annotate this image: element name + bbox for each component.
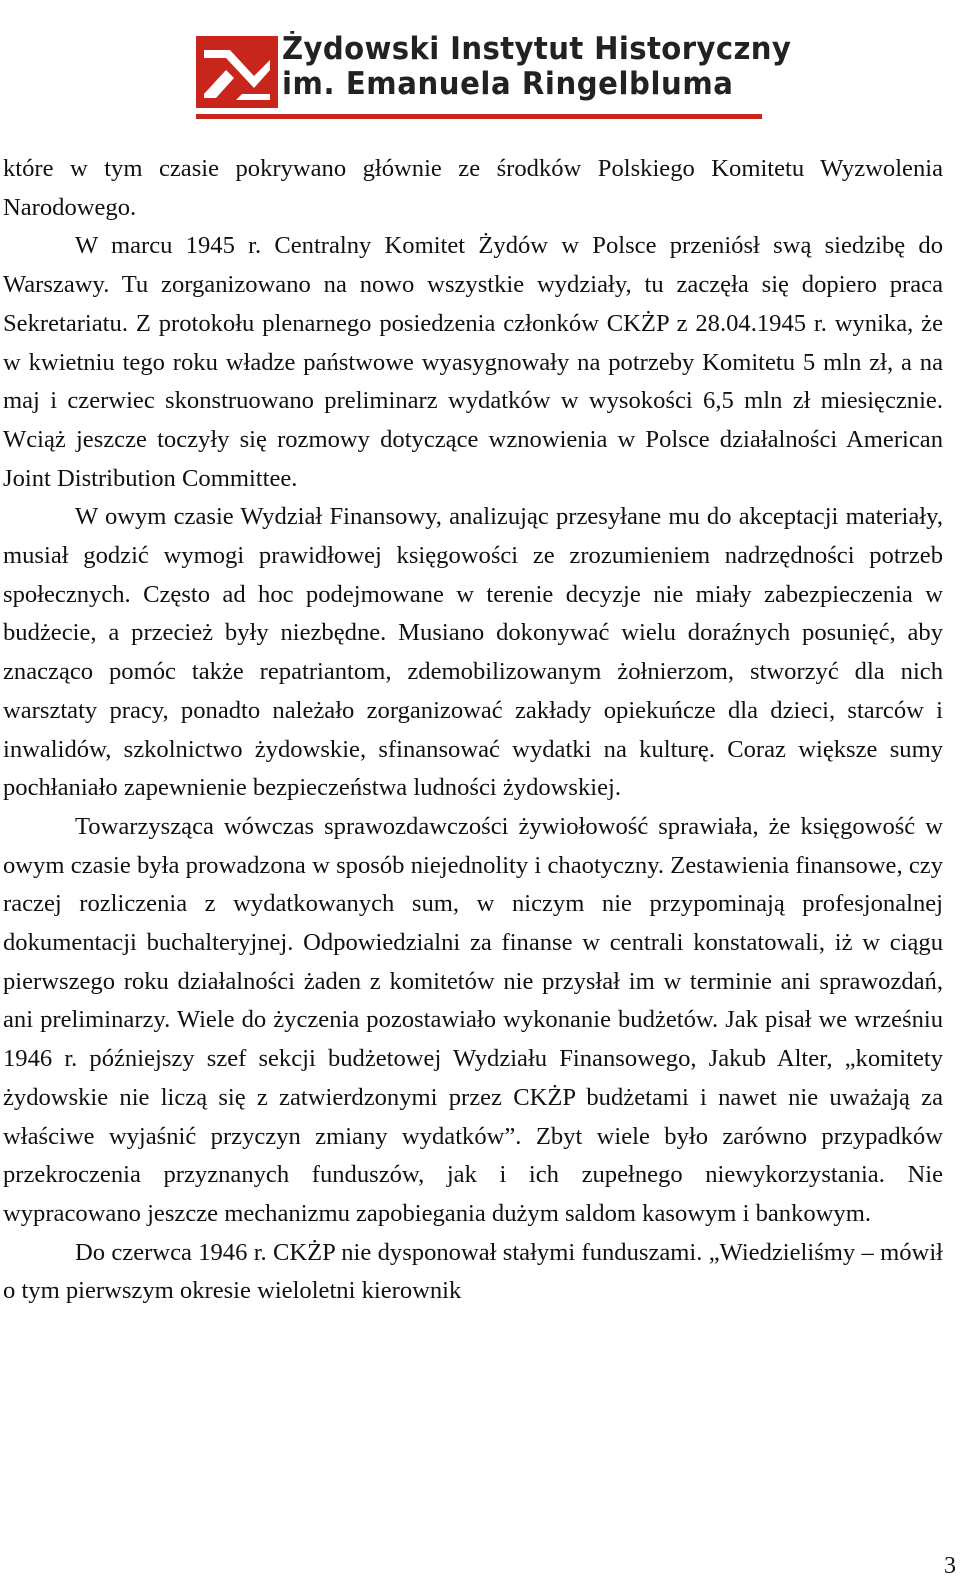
paragraph-4: Towarzysząca wówczas sprawozdawczości żywiołowość sprawiała, że księgowość w owym czasie była prowadzona w sposób niejednolity i chaotyczny. Zestawienia finansowe, czy raczej rozliczenia z wydatkowanych sum, w niczym nie przypominają profesjonalnej dokumentacji buchalteryjnej. Odpowiedzialni za finanse w centrali konstatowali, iż w ciągu pierwszego roku działalności żaden z komitetów nie przysłał im w terminie ani sprawozdań, ani preliminarzy. Wiele do życzenia pozostawiało wykonanie budżetów. Jak pisał we wrześniu 1946 r. późniejszy szef sekcji budżetowej Wydziału Finansowego, Jakub Alter, „komitety żydowskie nie liczą się z zatwierdzonymi przez CKŻP budżetami i nawet nie uważają za właściwe wyjaśnić przyczyn zmiany wydatków”. Zbyt wiele było zarówno przypadków przekroczenia przyznanych funduszów, jak i ich zupełnego niewykorzystania. Nie wypracowano jeszcze mechanizmu zapobiegania dużym saldom kasowym i bankowym. bbox=[3, 812, 943, 1227]
logo-subtitle-line: im. Emanuela Ringelbluma bbox=[282, 66, 734, 102]
page-number: 3 bbox=[944, 1553, 956, 1579]
paragraph-2: W marcu 1945 r. Centralny Komitet Żydów w Polsce przeniósł swą siedzibę do Warszawy. Tu zorganizowano na nowo wszystkie wydziały, tu zaczęła się dopiero praca Sekretariatu. Z protokołu plenarnego posiedzenia członków CKŻP z 28.04.1945 r. wynika, że w kwietniu tego roku władze państwowe wyasygnowały na potrzeby Komitetu 5 mln zł, a na maj i czerwiec skonstruowano preliminarz wydatków w wysokości 6,5 mln zł miesięcznie. Wciąż jeszcze toczyły się rozmowy dotyczące wznowienia w Polsce działalności American Joint Distribution Committee. bbox=[3, 232, 943, 492]
logo-title-line: Żydowski Instytut Historyczny bbox=[282, 31, 792, 67]
institute-logo bbox=[196, 31, 792, 118]
paragraph-5: Do czerwca 1946 r. CKŻP nie dysponował stałymi funduszami. „Wiedzieliśmy – mówił o tym pierwszym okresie wieloletni kierownik bbox=[3, 1238, 943, 1305]
logo-text bbox=[282, 31, 824, 102]
document-body bbox=[3, 150, 943, 1311]
paragraph-3: W owym czasie Wydział Finansowy, analizując przesyłane mu do akceptacji materiały, musiał godzić wymogi prawidłowej księgowości ze zrozumieniem nadrzędności potrzeb społecznych. Często ad hoc podejmowane w terenie decyzje nie miały zabezpieczenia w budżecie, a przecież były niezbędne. Musiano dokonywać wielu doraźnych posunięć, aby znacząco pomóc także repatriantom, zdemobilizowanym żołnierzom, stworzyć dla nich warsztaty pracy, ponadto należało zorganizować zakłady opiekuńcze dla dzieci, starców i inwalidów, szkolnictwo żydowskie, sfinansować wydatki na kulturę. Coraz większe sumy pochłaniało zapewnienie bezpieczeństwa ludności żydowskiej. bbox=[3, 503, 943, 802]
logo-underline bbox=[196, 114, 762, 119]
institute-emblem-icon bbox=[196, 36, 278, 108]
paragraph-1: które w tym czasie pokrywano głównie ze środków Polskiego Komitetu Wyzwolenia Narodowego. bbox=[3, 155, 943, 221]
